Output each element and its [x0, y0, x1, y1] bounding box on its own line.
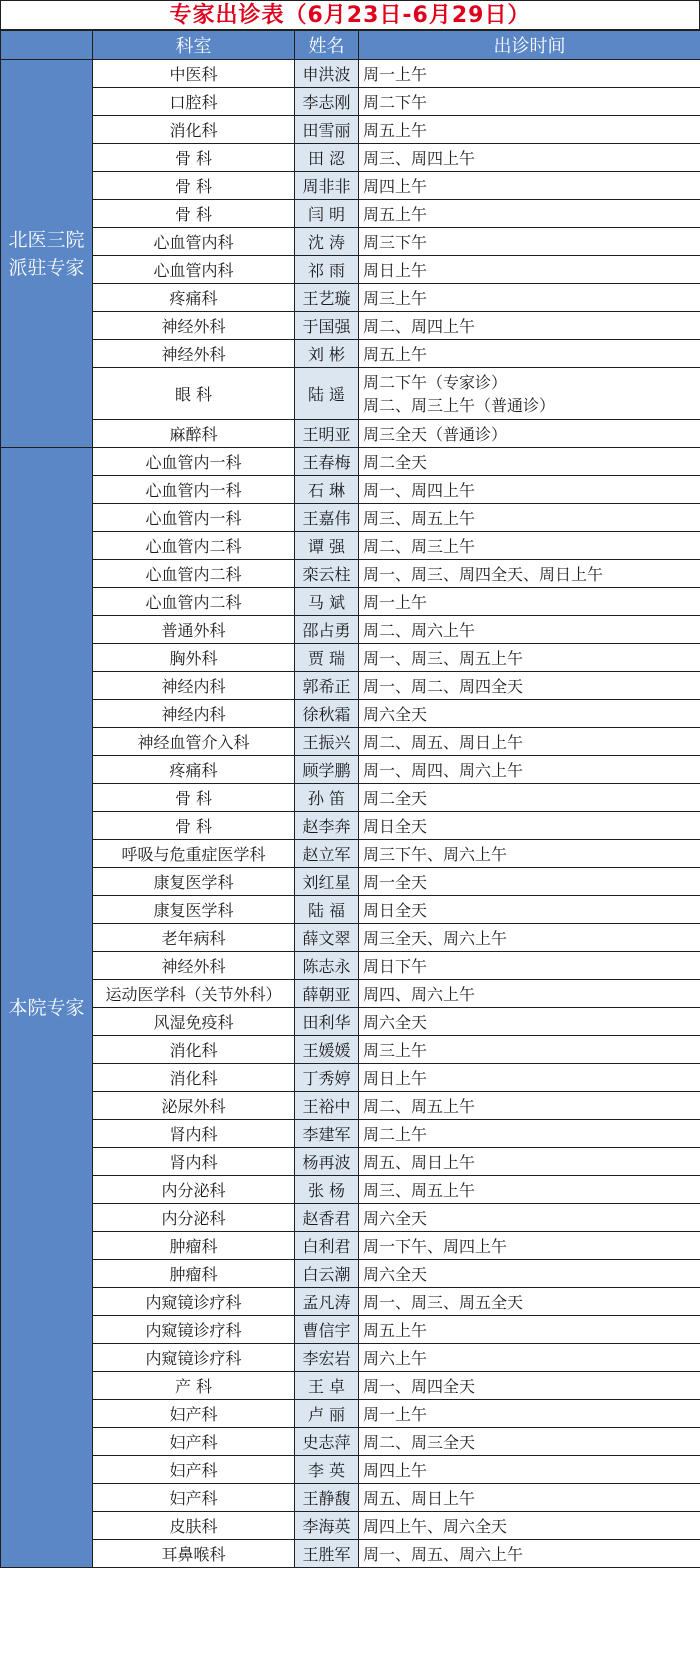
table-row — [1, 368, 700, 420]
doctor-name-cell: 王春梅 — [295, 448, 359, 476]
doctor-name-cell: 徐秋霜 — [295, 700, 359, 728]
doctor-name-cell: 周非非 — [295, 172, 359, 200]
department-cell: 肾内科 — [93, 1148, 295, 1176]
clinic-time-cell: 周五、周日上午 — [359, 1484, 700, 1512]
doctor-name-cell: 丁秀婷 — [295, 1064, 359, 1092]
clinic-time-cell: 周三下午 — [359, 228, 700, 256]
table-row — [1, 868, 700, 896]
table-row — [1, 672, 700, 700]
doctor-name-cell: 李宏岩 — [295, 1344, 359, 1372]
table-row — [1, 116, 700, 144]
table-row — [1, 448, 700, 476]
department-cell: 骨 科 — [93, 172, 295, 200]
table-row — [1, 1092, 700, 1120]
clinic-time-cell: 周一、周三、周五全天 — [359, 1288, 700, 1316]
doctor-name-cell: 田雪丽 — [295, 116, 359, 144]
clinic-time-cell: 周六上午 — [359, 1344, 700, 1372]
table-row — [1, 952, 700, 980]
table-row — [1, 1540, 700, 1568]
department-cell: 中医科 — [93, 60, 295, 88]
table-row — [1, 756, 700, 784]
table-row — [1, 784, 700, 812]
header-time: 出诊时间 — [359, 31, 700, 60]
department-cell: 疼痛科 — [93, 756, 295, 784]
department-cell: 内窥镜诊疗科 — [93, 1288, 295, 1316]
clinic-time-cell: 周一全天 — [359, 868, 700, 896]
clinic-time-cell: 周三全天（普通诊） — [359, 420, 700, 448]
department-cell: 肿瘤科 — [93, 1260, 295, 1288]
table-row — [1, 256, 700, 284]
clinic-time-cell: 周五上午 — [359, 1316, 700, 1344]
doctor-name-cell: 沈 涛 — [295, 228, 359, 256]
table-row — [1, 144, 700, 172]
doctor-name-cell: 祁 雨 — [295, 256, 359, 284]
table-row — [1, 532, 700, 560]
clinic-time-cell: 周三全天、周六上午 — [359, 924, 700, 952]
department-cell: 泌尿外科 — [93, 1092, 295, 1120]
department-cell: 心血管内二科 — [93, 532, 295, 560]
department-cell: 消化科 — [93, 1064, 295, 1092]
header-row — [1, 31, 700, 60]
department-cell: 产 科 — [93, 1372, 295, 1400]
table-row — [1, 476, 700, 504]
clinic-time-cell: 周一下午、周四上午 — [359, 1232, 700, 1260]
department-cell: 骨 科 — [93, 200, 295, 228]
doctor-name-cell: 王胜军 — [295, 1540, 359, 1568]
doctor-name-cell: 陈志永 — [295, 952, 359, 980]
clinic-time-cell: 周三上午 — [359, 1036, 700, 1064]
department-cell: 肿瘤科 — [93, 1232, 295, 1260]
table-row — [1, 1428, 700, 1456]
table-row — [1, 420, 700, 448]
table-row — [1, 1008, 700, 1036]
department-cell: 妇产科 — [93, 1400, 295, 1428]
table-row — [1, 1344, 700, 1372]
department-cell: 麻醉科 — [93, 420, 295, 448]
table-row — [1, 1204, 700, 1232]
doctor-name-cell: 赵香君 — [295, 1204, 359, 1232]
department-cell: 肾内科 — [93, 1120, 295, 1148]
clinic-time-cell: 周一、周二、周四全天 — [359, 672, 700, 700]
department-cell: 内分泌科 — [93, 1204, 295, 1232]
doctor-name-cell: 郭希正 — [295, 672, 359, 700]
clinic-time-cell: 周三、周五上午 — [359, 1176, 700, 1204]
doctor-name-cell: 李 英 — [295, 1456, 359, 1484]
clinic-time-cell: 周二、周五、周日上午 — [359, 728, 700, 756]
clinic-time-cell: 周四、周六上午 — [359, 980, 700, 1008]
table-row — [1, 1316, 700, 1344]
clinic-time-cell: 周二、周六上午 — [359, 616, 700, 644]
department-cell: 胸外科 — [93, 644, 295, 672]
table-row — [1, 1512, 700, 1540]
clinic-time-cell: 周三下午、周六上午 — [359, 840, 700, 868]
table-row — [1, 88, 700, 116]
clinic-time-cell: 周一上午 — [359, 588, 700, 616]
clinic-time-cell: 周三、周四上午 — [359, 144, 700, 172]
clinic-time-cell: 周六全天 — [359, 700, 700, 728]
page-title: 专家出诊表（6月23日-6月29日） — [0, 0, 700, 30]
department-cell: 老年病科 — [93, 924, 295, 952]
department-cell: 心血管内二科 — [93, 588, 295, 616]
clinic-time-cell: 周一、周五、周六上午 — [359, 1540, 700, 1568]
table-row — [1, 840, 700, 868]
table-row — [1, 340, 700, 368]
table-row — [1, 1232, 700, 1260]
clinic-time-cell: 周日全天 — [359, 896, 700, 924]
department-cell: 神经外科 — [93, 340, 295, 368]
clinic-time-cell: 周二全天 — [359, 448, 700, 476]
table-row — [1, 1372, 700, 1400]
doctor-name-cell: 陆 福 — [295, 896, 359, 924]
doctor-name-cell: 王 卓 — [295, 1372, 359, 1400]
clinic-time-cell: 周二全天 — [359, 784, 700, 812]
doctor-name-cell: 田 涊 — [295, 144, 359, 172]
doctor-name-cell: 张 杨 — [295, 1176, 359, 1204]
clinic-time-line: 周二、周三上午（普通诊） — [363, 395, 556, 415]
department-cell: 神经内科 — [93, 700, 295, 728]
department-cell: 眼 科 — [93, 368, 295, 420]
doctor-name-cell: 栾云柱 — [295, 560, 359, 588]
table-row — [1, 312, 700, 340]
doctor-name-cell: 王静馥 — [295, 1484, 359, 1512]
doctor-name-cell: 王明亚 — [295, 420, 359, 448]
department-cell: 骨 科 — [93, 784, 295, 812]
doctor-name-cell: 王裕中 — [295, 1092, 359, 1120]
clinic-time-cell: 周日上午 — [359, 256, 700, 284]
header-group — [1, 31, 93, 60]
clinic-time-cell — [359, 368, 700, 420]
doctor-name-cell: 石 琳 — [295, 476, 359, 504]
doctor-name-cell: 邵占勇 — [295, 616, 359, 644]
table-row — [1, 504, 700, 532]
table-row — [1, 172, 700, 200]
clinic-time-cell: 周日上午 — [359, 1064, 700, 1092]
department-cell: 内窥镜诊疗科 — [93, 1316, 295, 1344]
department-cell: 心血管内一科 — [93, 448, 295, 476]
table-row — [1, 1260, 700, 1288]
table-row — [1, 588, 700, 616]
doctor-name-cell: 史志萍 — [295, 1428, 359, 1456]
department-cell: 妇产科 — [93, 1484, 295, 1512]
department-cell: 内窥镜诊疗科 — [93, 1344, 295, 1372]
doctor-name-cell: 李建军 — [295, 1120, 359, 1148]
doctor-name-cell: 申洪波 — [295, 60, 359, 88]
schedule-table — [0, 30, 700, 1568]
doctor-name-cell: 白云潮 — [295, 1260, 359, 1288]
doctor-name-cell: 谭 强 — [295, 532, 359, 560]
doctor-name-cell: 薛朝亚 — [295, 980, 359, 1008]
doctor-name-cell: 刘 彬 — [295, 340, 359, 368]
department-cell: 呼吸与危重症医学科 — [93, 840, 295, 868]
department-cell: 神经血管介入科 — [93, 728, 295, 756]
table-row — [1, 1176, 700, 1204]
clinic-time-cell: 周三上午 — [359, 284, 700, 312]
department-cell: 口腔科 — [93, 88, 295, 116]
table-row — [1, 1148, 700, 1176]
doctor-name-cell: 杨再波 — [295, 1148, 359, 1176]
table-row — [1, 812, 700, 840]
table-row — [1, 616, 700, 644]
clinic-time-cell: 周六全天 — [359, 1260, 700, 1288]
clinic-time-cell: 周六全天 — [359, 1204, 700, 1232]
department-cell: 消化科 — [93, 1036, 295, 1064]
doctor-name-cell: 曹信宇 — [295, 1316, 359, 1344]
department-cell: 心血管内二科 — [93, 560, 295, 588]
table-row — [1, 60, 700, 88]
clinic-time-cell: 周三、周五上午 — [359, 504, 700, 532]
clinic-time-cell: 周六全天 — [359, 1008, 700, 1036]
department-cell: 康复医学科 — [93, 896, 295, 924]
department-cell: 风湿免疫科 — [93, 1008, 295, 1036]
doctor-name-cell: 赵李奔 — [295, 812, 359, 840]
department-cell: 神经内科 — [93, 672, 295, 700]
clinic-time-cell: 周二上午 — [359, 1120, 700, 1148]
clinic-time-cell: 周一、周三、周五上午 — [359, 644, 700, 672]
doctor-name-cell: 李志刚 — [295, 88, 359, 116]
doctor-name-cell: 卢 丽 — [295, 1400, 359, 1428]
doctor-name-cell: 马 斌 — [295, 588, 359, 616]
group-label: 本院专家 — [1, 448, 93, 1568]
table-row — [1, 644, 700, 672]
table-row — [1, 1036, 700, 1064]
clinic-time-cell: 周一上午 — [359, 60, 700, 88]
clinic-time-cell: 周二、周三全天 — [359, 1428, 700, 1456]
doctor-name-cell: 赵立军 — [295, 840, 359, 868]
doctor-name-cell: 贾 瑞 — [295, 644, 359, 672]
doctor-name-cell: 王嘉伟 — [295, 504, 359, 532]
department-cell: 运动医学科（关节外科） — [93, 980, 295, 1008]
department-cell: 骨 科 — [93, 144, 295, 172]
clinic-time-cell: 周二、周四上午 — [359, 312, 700, 340]
clinic-time-cell: 周五、周日上午 — [359, 1148, 700, 1176]
table-row — [1, 1288, 700, 1316]
clinic-time-cell: 周一、周四、周六上午 — [359, 756, 700, 784]
clinic-time-cell: 周一、周三、周四全天、周日上午 — [359, 560, 700, 588]
department-cell: 神经外科 — [93, 312, 295, 340]
clinic-time-cell: 周四上午 — [359, 172, 700, 200]
clinic-time-cell: 周一、周四全天 — [359, 1372, 700, 1400]
doctor-name-cell: 陆 遥 — [295, 368, 359, 420]
department-cell: 妇产科 — [93, 1456, 295, 1484]
doctor-name-cell: 闫 明 — [295, 200, 359, 228]
table-row — [1, 200, 700, 228]
table-row — [1, 980, 700, 1008]
doctor-name-cell: 田利华 — [295, 1008, 359, 1036]
doctor-name-cell: 顾学鹏 — [295, 756, 359, 784]
doctor-name-cell: 王振兴 — [295, 728, 359, 756]
group-label: 北医三院派驻专家 — [1, 60, 93, 448]
table-row — [1, 1484, 700, 1512]
table-row — [1, 1456, 700, 1484]
clinic-time-cell: 周一上午 — [359, 1400, 700, 1428]
clinic-time-cell: 周日下午 — [359, 952, 700, 980]
doctor-name-cell: 白利君 — [295, 1232, 359, 1260]
clinic-time-cell: 周四上午、周六全天 — [359, 1512, 700, 1540]
clinic-time-cell: 周二、周五上午 — [359, 1092, 700, 1120]
clinic-time-cell: 周日全天 — [359, 812, 700, 840]
department-cell: 心血管内一科 — [93, 476, 295, 504]
department-cell: 妇产科 — [93, 1428, 295, 1456]
clinic-time-cell: 周五上午 — [359, 200, 700, 228]
department-cell: 心血管内科 — [93, 228, 295, 256]
schedule-body — [1, 60, 700, 1568]
department-cell: 皮肤科 — [93, 1512, 295, 1540]
header-dept: 科室 — [93, 31, 295, 60]
department-cell: 消化科 — [93, 116, 295, 144]
department-cell: 神经外科 — [93, 952, 295, 980]
header-name: 姓名 — [295, 31, 359, 60]
doctor-name-cell: 王媛媛 — [295, 1036, 359, 1064]
doctor-name-cell: 王艺璇 — [295, 284, 359, 312]
table-row — [1, 1064, 700, 1092]
department-cell: 心血管内科 — [93, 256, 295, 284]
department-cell: 耳鼻喉科 — [93, 1540, 295, 1568]
table-row — [1, 1120, 700, 1148]
department-cell: 内分泌科 — [93, 1176, 295, 1204]
doctor-name-cell: 孟凡涛 — [295, 1288, 359, 1316]
department-cell: 心血管内一科 — [93, 504, 295, 532]
clinic-time-cell: 周四上午 — [359, 1456, 700, 1484]
doctor-name-cell: 孙 笛 — [295, 784, 359, 812]
clinic-time-line: 周二下午（专家诊） — [363, 372, 508, 392]
department-cell: 骨 科 — [93, 812, 295, 840]
department-cell: 疼痛科 — [93, 284, 295, 312]
clinic-time-cell: 周五上午 — [359, 340, 700, 368]
table-row — [1, 924, 700, 952]
doctor-name-cell: 刘红星 — [295, 868, 359, 896]
table-row — [1, 560, 700, 588]
doctor-name-cell: 于国强 — [295, 312, 359, 340]
clinic-time-cell: 周五上午 — [359, 116, 700, 144]
table-row — [1, 896, 700, 924]
table-row — [1, 728, 700, 756]
table-row — [1, 1400, 700, 1428]
department-cell: 普通外科 — [93, 616, 295, 644]
clinic-time-cell: 周二下午 — [359, 88, 700, 116]
doctor-name-cell: 李海英 — [295, 1512, 359, 1540]
doctor-name-cell: 薛文翠 — [295, 924, 359, 952]
table-row — [1, 228, 700, 256]
clinic-time-cell: 周一、周四上午 — [359, 476, 700, 504]
table-row — [1, 284, 700, 312]
clinic-time-cell: 周二、周三上午 — [359, 532, 700, 560]
table-row — [1, 700, 700, 728]
department-cell: 康复医学科 — [93, 868, 295, 896]
